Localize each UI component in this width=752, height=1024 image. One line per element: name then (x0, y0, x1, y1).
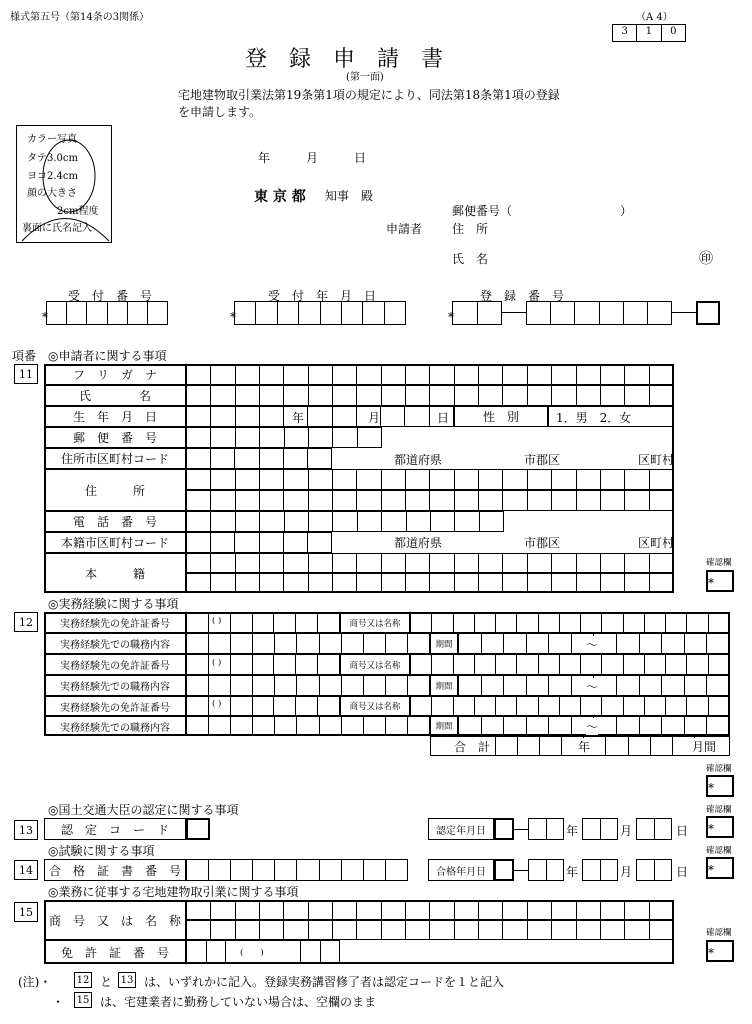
receipt-number-field[interactable] (46, 301, 168, 325)
confirm-label: 確認欄 (706, 846, 732, 856)
day-field[interactable] (636, 859, 672, 881)
section-heading: ◎実務経験に関する事項 (48, 597, 179, 611)
row-label: 実務経験先の免許証番号 (44, 696, 186, 716)
confirm-label: 確認欄 (706, 928, 732, 938)
section-heading: ◎国土交通大臣の認定に関する事項 (48, 803, 239, 817)
employer-name-field[interactable] (186, 900, 674, 920)
photo-instr: 2cm程度 (57, 206, 99, 217)
code-digit: 3 (613, 25, 637, 41)
asterisk: * (708, 863, 714, 877)
row-label: 実務経験先での職務内容 (44, 716, 186, 736)
name-field[interactable] (186, 385, 674, 406)
postal-field[interactable] (186, 427, 382, 448)
photo-instr: 裏面に氏名記入 (22, 223, 92, 234)
date-label: 合格年月日 (428, 859, 494, 881)
duties-field[interactable] (186, 633, 430, 654)
row-label: 免 許 証 番 号 (44, 940, 186, 964)
applicant-label: 申請者 (386, 222, 423, 236)
year-unit: 年 (292, 411, 305, 425)
item-number: 13 (14, 820, 38, 840)
row-label: 郵 便 番 号 (44, 427, 186, 448)
month-unit: 月 (368, 411, 381, 425)
note-item-ref: 12 (74, 972, 92, 988)
note-item-ref: 13 (118, 972, 136, 988)
furigana-field[interactable] (186, 364, 674, 385)
pref-unit: 都道府県 (394, 536, 443, 550)
paren: ( ) (240, 948, 264, 958)
row-label: 氏 名 (44, 385, 186, 406)
trade-name-field[interactable] (410, 654, 730, 675)
date-label: 認定年月日 (428, 818, 494, 840)
asterisk: * (708, 946, 714, 960)
item-number: 11 (14, 364, 38, 384)
day-unit: 日 (676, 824, 689, 838)
row-label: 認 定 コ ー ド (44, 818, 186, 840)
cert-code-field[interactable] (186, 818, 210, 840)
section-heading: ◎試験に関する事項 (48, 844, 155, 858)
honseki-field[interactable] (186, 573, 674, 593)
era-field[interactable] (494, 859, 514, 881)
photo-instr: タテ3.0cm (27, 153, 78, 164)
photo-box (16, 125, 112, 243)
paren: ( ) (212, 616, 222, 626)
row-label: 電 話 番 号 (44, 511, 186, 532)
intro-text-1: 宅地建物取引業法第19条第1項の規定により、同法第18条第1項の登録 (178, 88, 560, 102)
item-number-header: 項番 (12, 349, 37, 363)
note-item-ref: 15 (74, 992, 92, 1008)
photo-instr: 顔の大きさ (27, 188, 77, 199)
phone-field[interactable] (186, 511, 504, 532)
town-unit: 区町村 (638, 453, 675, 467)
form-code-box (612, 24, 686, 42)
row-label: 住 所 (44, 469, 186, 511)
birth-date-field[interactable] (186, 406, 454, 427)
month-unit: 月 (620, 865, 633, 879)
era-field[interactable] (494, 818, 514, 840)
city-unit: 市郡区 (524, 536, 561, 550)
row-label: 生 年 月 日 (44, 406, 186, 427)
honseki-field[interactable] (186, 553, 674, 573)
governor-suffix: 知事 殿 (325, 189, 374, 203)
trade-name-field[interactable] (410, 612, 730, 633)
day-field[interactable] (636, 818, 672, 840)
license-number-field[interactable] (186, 612, 340, 633)
month-field[interactable] (582, 818, 618, 840)
months-unit: 月間 (692, 740, 717, 754)
code-digit: 1 (637, 25, 661, 41)
row-label: 実務経験先の免許証番号 (44, 612, 186, 633)
confirm-label: 確認欄 (706, 805, 732, 815)
receipt-number-label: 受 付 番 号 (68, 289, 153, 303)
row-label: 実務経験先の免許証番号 (44, 654, 186, 675)
license-number-field[interactable] (186, 696, 340, 716)
year-field[interactable] (528, 818, 564, 840)
asterisk: * (708, 822, 714, 836)
section-heading: ◎申請者に関する事項 (48, 349, 167, 363)
employer-name-field[interactable] (186, 920, 674, 940)
honseki-code-field[interactable] (186, 532, 332, 553)
address-field[interactable] (186, 469, 674, 490)
year-unit: 年 (566, 865, 579, 879)
city-unit: 市郡区 (524, 453, 561, 467)
asterisk: * (448, 310, 454, 324)
note-text: は、いずれかに記入。登録実務講習修了者は認定コードを１と記入 (144, 975, 505, 989)
postal-line: 郵便番号（ ） (452, 204, 633, 218)
item-number: 12 (14, 612, 38, 632)
asterisk: * (42, 310, 48, 324)
page-title: 登 録 申 請 書 (245, 47, 444, 72)
registration-check-field[interactable] (696, 301, 720, 325)
total-label: 合 計 (450, 738, 494, 755)
day-unit: 日 (676, 865, 689, 879)
confirm-label: 確認欄 (706, 558, 732, 568)
row-label: 商 号 又 は 名 称 (44, 900, 186, 940)
duties-field[interactable] (186, 716, 430, 736)
month-field[interactable] (582, 859, 618, 881)
pref-unit: 都道府県 (394, 453, 443, 467)
row-label: 本籍市区町村コード (44, 532, 186, 553)
intro-text-2: を申請します。 (178, 105, 262, 119)
seal-icon: ㊞ (699, 251, 713, 267)
form-number: 様式第五号（第14条の3関係） (10, 12, 150, 23)
row-label: 実務経験先での職務内容 (44, 633, 186, 654)
registration-pref-field[interactable] (452, 301, 502, 325)
license-number-field[interactable] (186, 654, 340, 675)
cert-number-field[interactable] (186, 859, 408, 881)
period-label: 期間 (430, 675, 458, 696)
sex-label: 性 別 (454, 406, 548, 427)
address-code-field[interactable] (186, 448, 332, 469)
address-label: 住 所 (452, 222, 489, 236)
row-label: フ リ ガ ナ (44, 364, 186, 385)
registration-number-label: 登 録 番 号 (480, 289, 565, 303)
registration-number-field[interactable] (526, 301, 672, 325)
trade-name-field[interactable] (410, 696, 730, 716)
application-date: 年 月 日 (258, 151, 367, 165)
note-bullet: ・ (52, 995, 65, 1009)
year-unit: 年 (566, 824, 579, 838)
trade-name-label: 商号又は名称 (340, 696, 410, 716)
row-label: 本 籍 (44, 553, 186, 593)
row-label: 合 格 証 書 番 号 (44, 859, 186, 881)
period-label: 期間 (430, 716, 458, 736)
address-field[interactable] (186, 490, 674, 511)
name-label: 氏 名 (452, 252, 489, 266)
tilde: ～ (586, 680, 599, 694)
photo-instr: カラー写真 (27, 134, 77, 145)
note-text: と (100, 975, 113, 989)
section-heading: ◎業務に従事する宅地建物取引業に関する事項 (48, 885, 299, 899)
code-digit: 0 (670, 26, 677, 37)
note-text: は、宅建業者に勤務していない場合は、空欄のまま (100, 995, 377, 1009)
duties-field[interactable] (186, 675, 430, 696)
asterisk: * (230, 310, 236, 324)
photo-instr: ヨコ2.4cm (27, 171, 78, 182)
item-number: 15 (14, 902, 38, 922)
receipt-date-field[interactable] (234, 301, 406, 325)
confirm-label: 確認欄 (706, 764, 732, 774)
paren: ( ) (212, 658, 222, 668)
year-field[interactable] (528, 859, 564, 881)
trade-name-label: 商号又は名称 (340, 612, 410, 633)
trade-name-label: 商号又は名称 (340, 654, 410, 675)
receipt-date-label: 受 付 年 月 日 (268, 289, 377, 303)
period-label: 期間 (430, 633, 458, 654)
row-label: 住所市区町村コード (44, 448, 186, 469)
town-unit: 区町村 (638, 536, 675, 550)
asterisk: * (708, 576, 714, 590)
years-unit: 年 (578, 740, 591, 754)
tilde: ～ (586, 720, 599, 734)
month-unit: 月 (620, 824, 633, 838)
paper-size: （A 4） (636, 12, 673, 23)
asterisk: * (708, 781, 714, 795)
item-number: 14 (14, 860, 38, 880)
note-prefix: (注)・ (18, 975, 52, 989)
sex-options: 1．男 2．女 (556, 411, 632, 425)
tilde: ～ (586, 638, 599, 652)
page-subtitle: (第一面) (346, 72, 384, 83)
governor-pref: 東 京 都 (254, 189, 306, 205)
day-unit: 日 (437, 411, 450, 425)
paren: ( ) (212, 699, 222, 709)
row-label: 実務経験先での職務内容 (44, 675, 186, 696)
